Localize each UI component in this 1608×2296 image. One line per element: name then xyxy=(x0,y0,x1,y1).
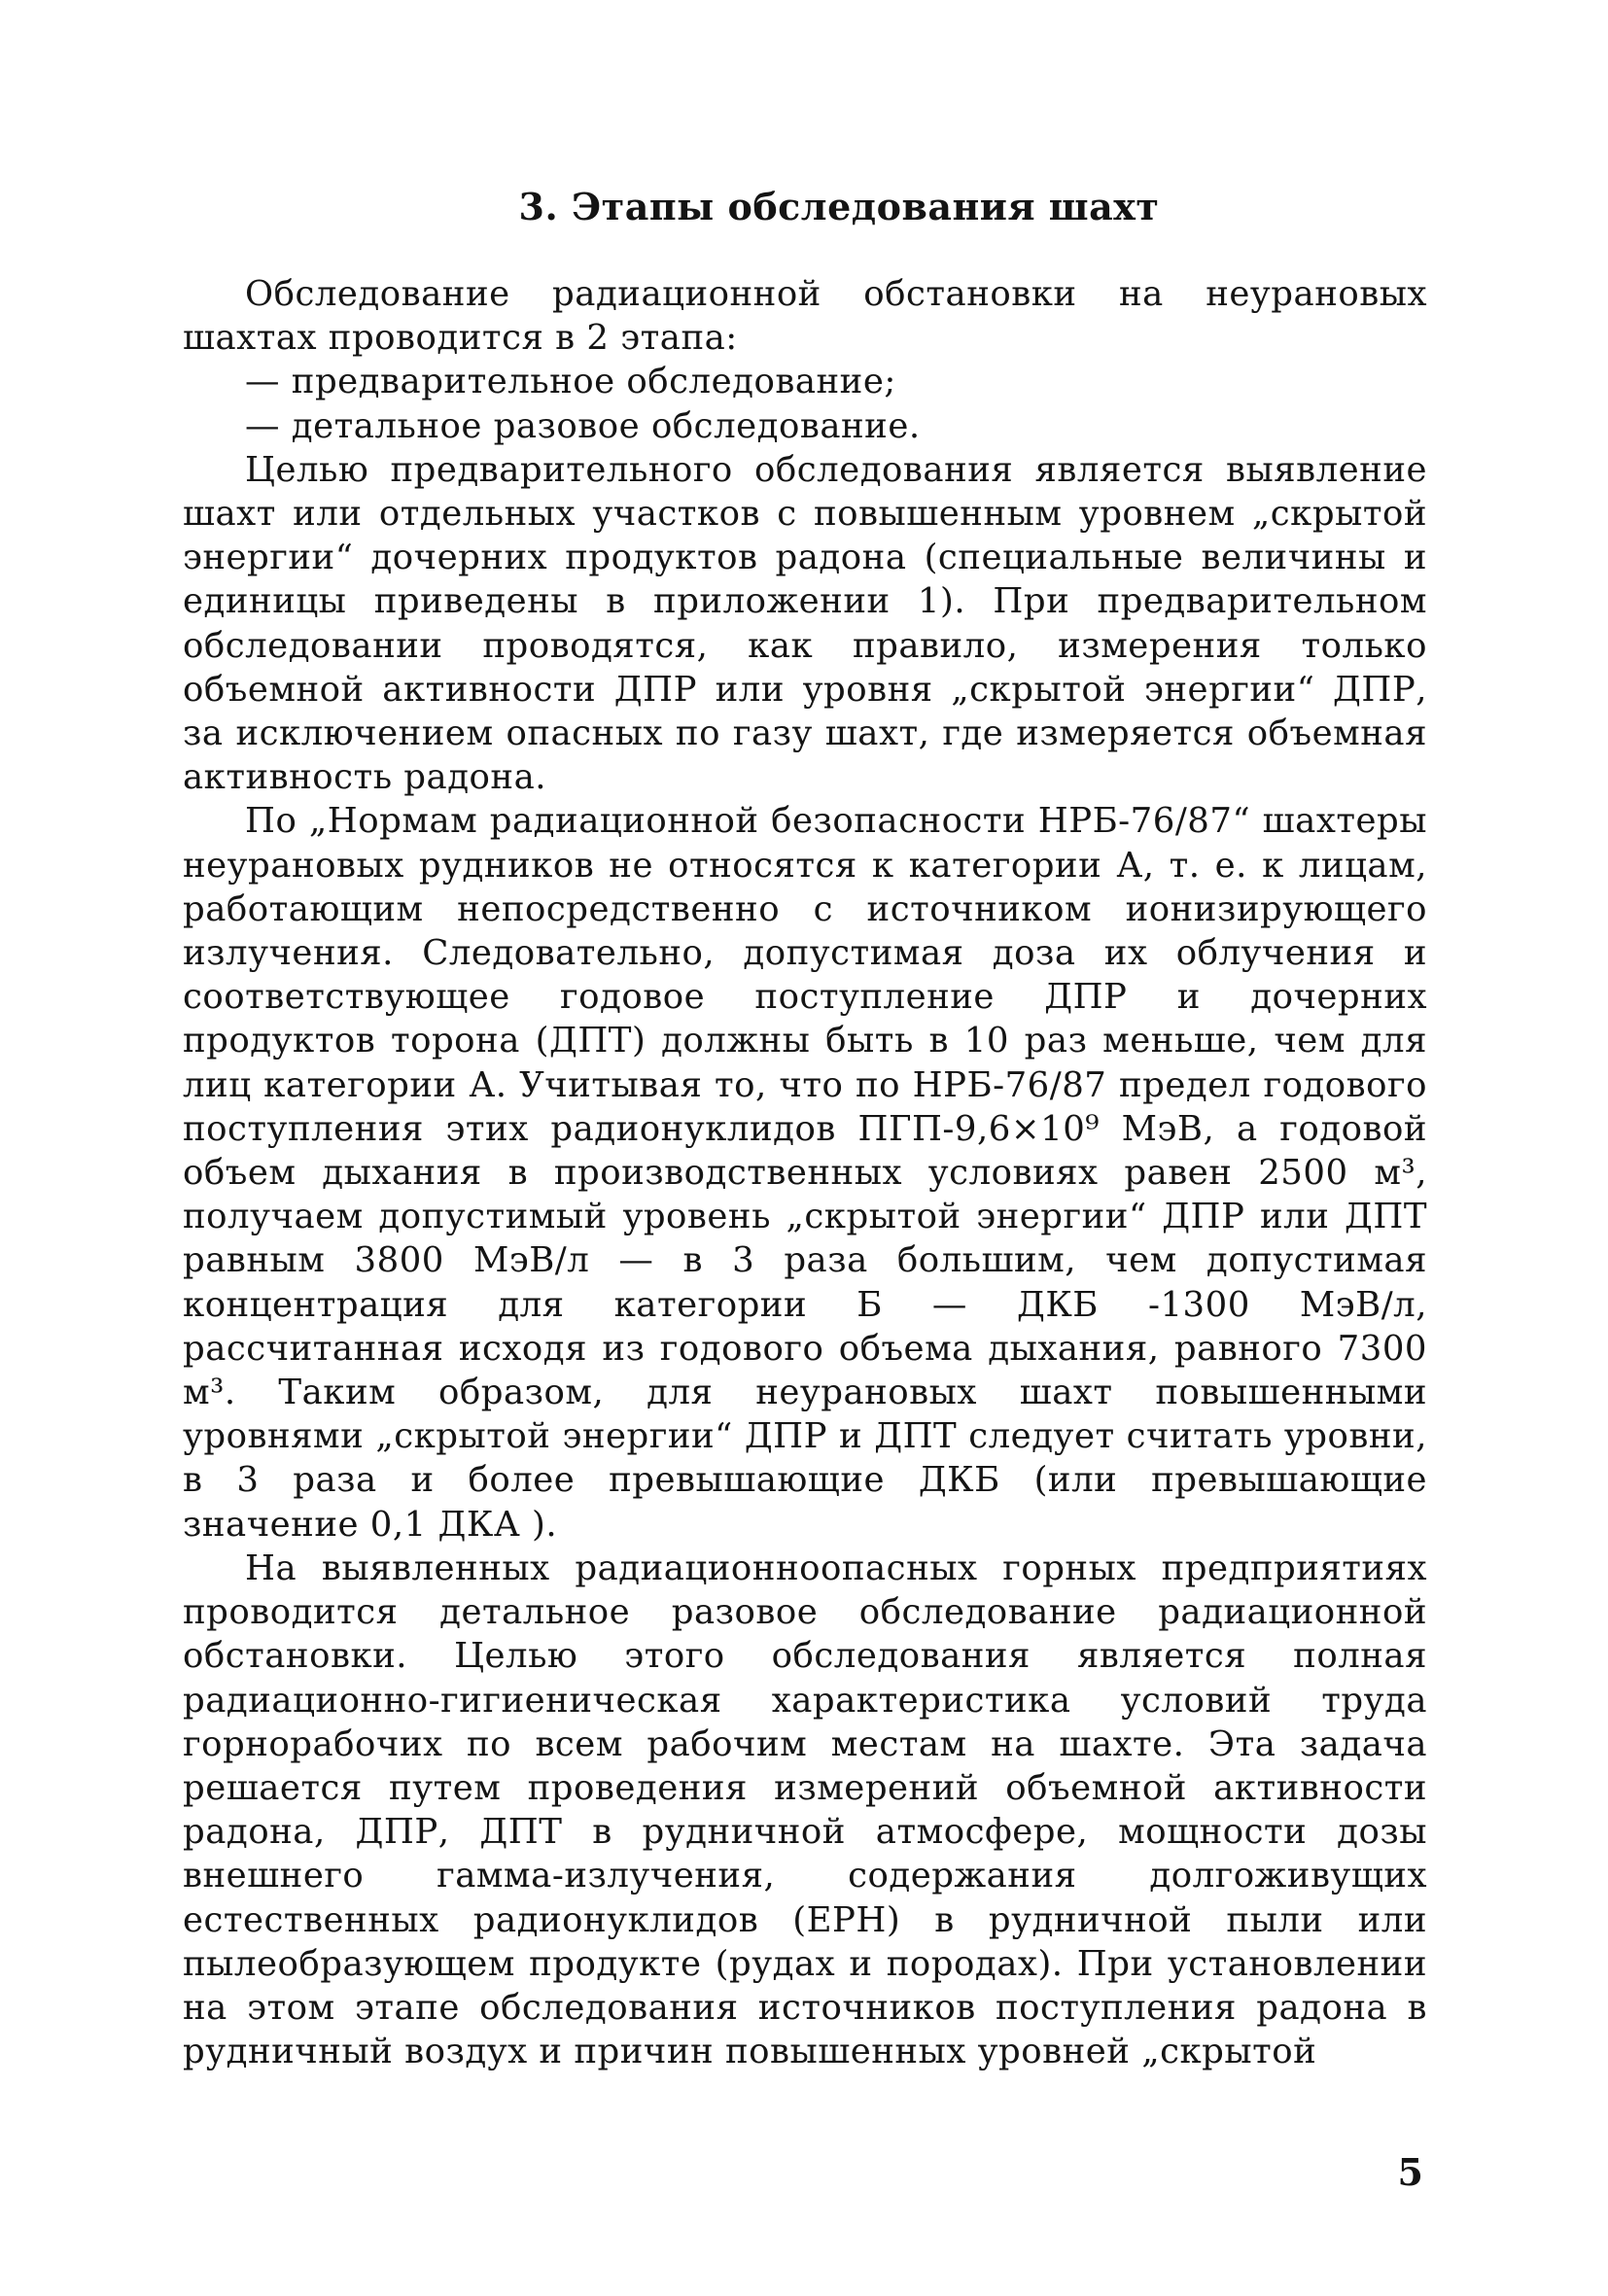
paragraph-detailed-survey: На выявленных радиационноопасных горных предприятиях проводится детальное разовое обследование радиационной обстановки. Целью этого обследования является полная радиационно-гигиеническая характеристика условий труда горнорабочих по всем рабочим местам на шахте. Эта задача решается путем проведения измерений объемной активности радона, ДПР, ДПТ в рудничной атмосфере, мощности дозы внешнего гамма-излучения, содержания долгоживущих естественных радионуклидов (ЕРН) в рудничной пыли или пылеобразующем продукте (рудах и породах). При установлении на этом этапе обследования источников поступления радона в рудничный воздух и причин повышенных уровней „скрытой xyxy=(183,1548,1427,2072)
paragraph-norms: По „Нормам радиационной безопасности НРБ-76/87“ шахтеры неурановых рудников не относятся к категории А, т. е. к лицам, работающим непосредственно с источником ионизирующего излучения. Следовательно, допустимая доза их облучения и соответствующее годовое поступление ДПР и дочерних продуктов торона (ДПТ) должны быть в 10 раз меньше, чем для лиц категории А. Учитывая то, что по НРБ-76/87 предел годового поступления этих радионуклидов ПГП-9,6×10⁹ МэВ, а годовой объем дыхания в производственных условиях равен 2500 м³, получаем допустимый уровень „скрытой энергии“ ДПР или ДПТ равным 3800 МэВ/л — в 3 раза большим, чем допустимая концентрация для категории Б — ДКБ -1300 МэВ/л, рассчитанная исходя из годового объема дыхания, равного 7300 м³. Таким образом, для неурановых шахт повышенными уровнями „скрытой энергии“ ДПР и ДПТ следует считать уровни, в 3 раза и более превышающие ДКБ (или превышающие значение 0,1 ДКА ). xyxy=(183,801,1427,1545)
section-title: 3. Этапы обследования шахт xyxy=(518,185,1160,228)
list-item-preliminary: — предварительное обследование; xyxy=(245,362,896,402)
paragraph-intro: Обследование радиационной обстановки на неурановых шахтах проводится в 2 этапа: xyxy=(183,274,1427,359)
page-number: 5 xyxy=(1397,2150,1423,2194)
page-content xyxy=(183,185,1427,2073)
list-item-detailed: — детальное разовое обследование. xyxy=(245,405,921,446)
paragraph-preliminary-goal: Целью предварительного обследования является выявление шахт или отдельных участков с повышенным уровнем „скрытой энергии“ дочерних продуктов радона (специальные величины и единицы приведены в приложении 1). При предварительном обследовании проводятся, как правило, измерения только объемной активности ДПР или уровня „скрытой энергии“ ДПР, за исключением опасных по газу шахт, где измеряется объемная активность радона. xyxy=(183,449,1427,798)
